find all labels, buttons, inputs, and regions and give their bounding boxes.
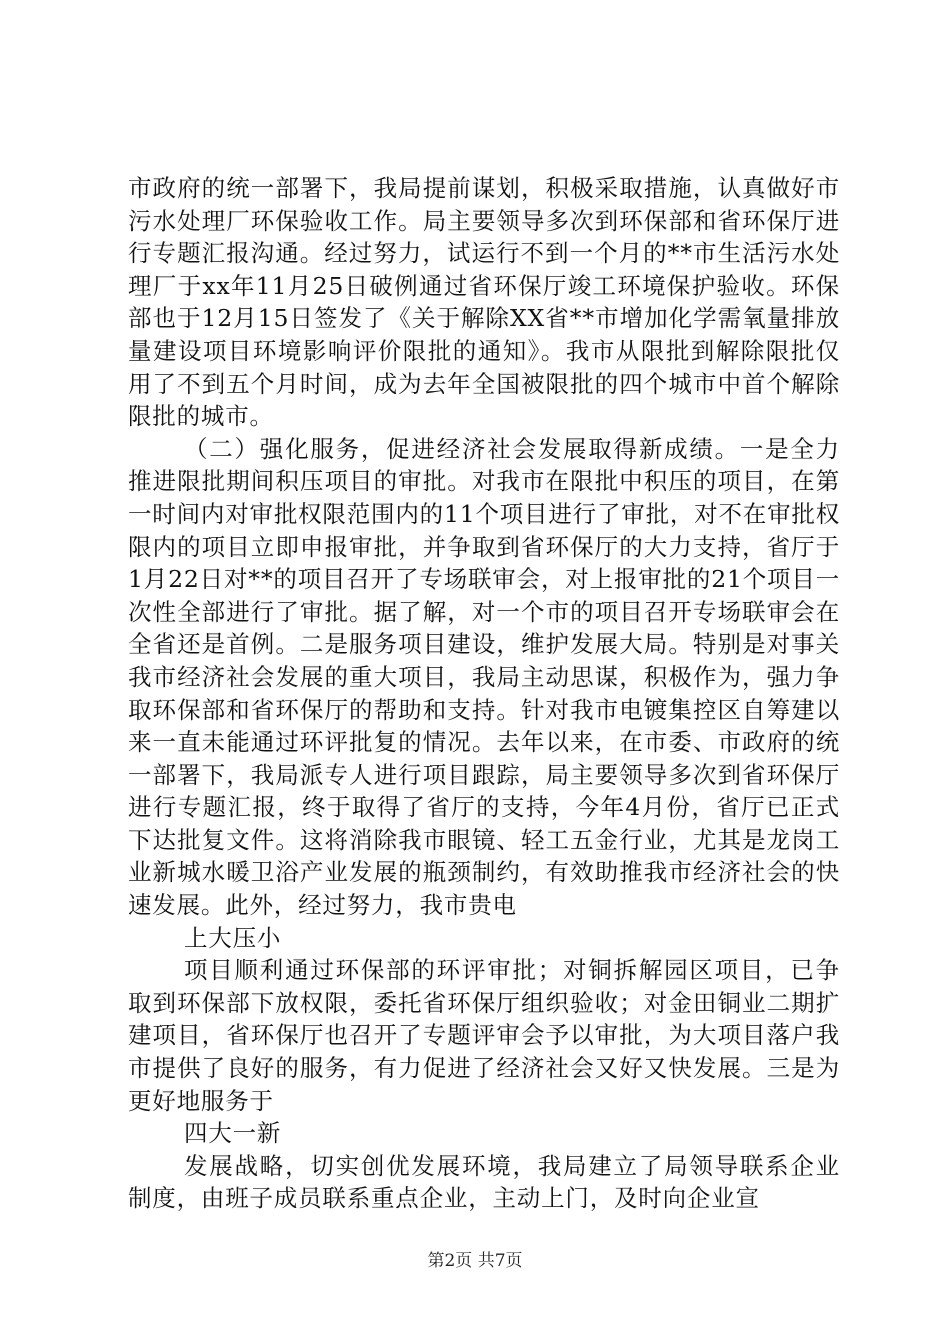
page-footer: 第2页 共7页 bbox=[427, 1251, 523, 1271]
paragraph-4: 项目顺利通过环保部的环评审批；对铜拆解园区项目，已争取到环保部下放权限，委托省环保厅组织验收；对金田铜业二期扩建项目，省环保厅也召开了专题评审会予以审批，为大项目落户我市提供了良好的服务，有力促进了经济社会又好又快发展。三是为更好地服务于 bbox=[128, 956, 840, 1115]
paragraph-3: 上大压小 bbox=[184, 923, 282, 952]
paragraph-6: 发展战略，切实创优发展环境，我局建立了局领导联系企业制度，由班子成员联系重点企业，主动上门，及时向企业宣 bbox=[128, 1151, 840, 1213]
document-body bbox=[128, 172, 840, 1215]
paragraph-1: 市政府的统一部署下，我局提前谋划，积极采取措施，认真做好市污水处理厂环保验收工作。局主要领导多次到环保部和省环保厅进行专题汇报沟通。经过努力，试运行不到一个月的**市生活污水处理厂于xx年11月25日破例通过省环保厅竣工环境保护验收。环保部也于12月15日签发了《关于解除XX省**市增加化学需氧量排放量建设项目环境影响评价限批的通知》。我市从限批到解除限批仅用了不到五个月时间，成为去年全国被限批的四个城市中首个解除限批的城市。 bbox=[128, 174, 840, 431]
paragraph-5: 四大一新 bbox=[184, 1119, 282, 1148]
paragraph-2: （二）强化服务，促进经济社会发展取得新成绩。一是全力推进限批期间积压项目的审批。对我市在限批中积压的项目，在第一时间内对审批权限范围内的11个项目进行了审批，对不在审批权限内的项目立即申报审批，并争取到省环保厅的大力支持，省厅于1月22日对**的项目召开了专场联审会，对上报审批的21个项目一次性全部进行了审批。据了解，对一个市的项目召开专场联审会在全省还是首例。二是服务项目建设，维护发展大局。特别是对事关我市经济社会发展的重大项目，我局主动思谋，积极作为，强力争取环保部和省环保厅的帮助和支持。针对我市电镀集控区自筹建以来一直未能通过环评批复的情况。去年以来，在市委、市政府的统一部署下，我局派专人进行项目跟踪，局主要领导多次到省环保厅进行专题汇报，终于取得了省厅的支持，今年4月份，省厅已正式下达批复文件。这将消除我市眼镜、轻工五金行业，尤其是龙岗工业新城水暖卫浴产业发展的瓶颈制约，有效助推我市经济社会的快速发展。此外，经过努力，我市贵电 bbox=[128, 434, 840, 920]
